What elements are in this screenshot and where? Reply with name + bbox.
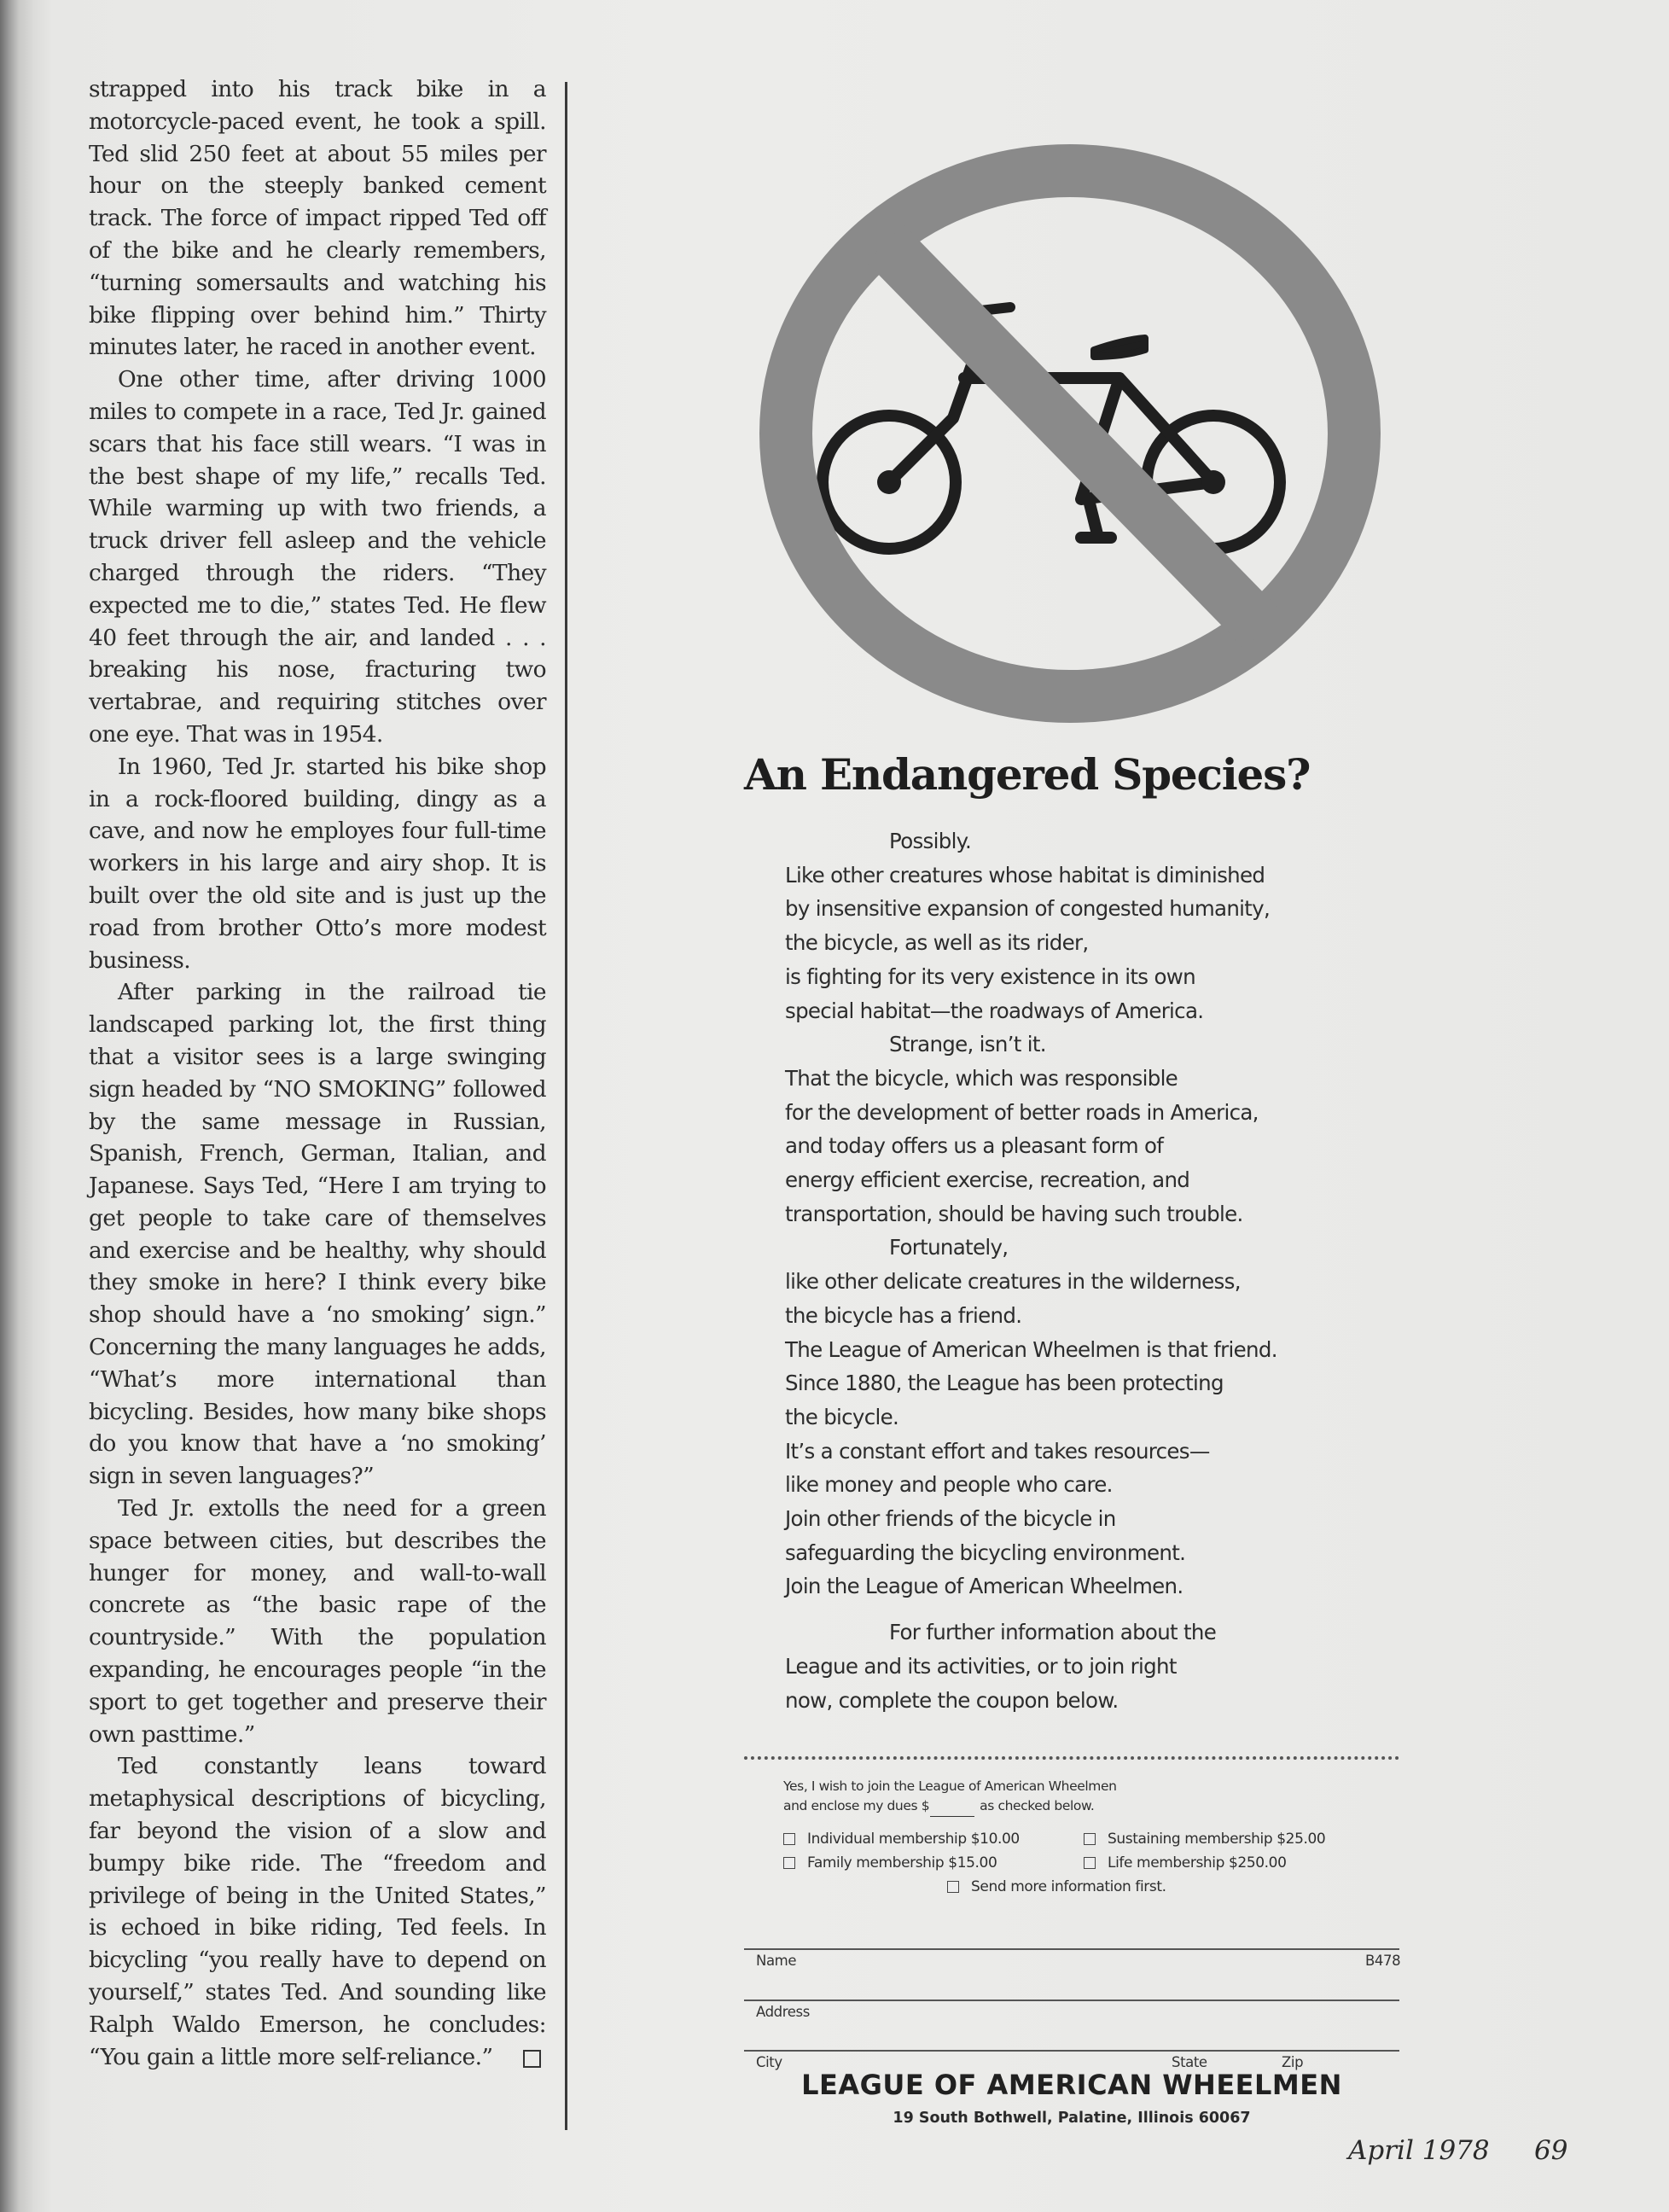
ad-copy-line: the bicycle has a friend. bbox=[785, 1302, 1022, 1328]
issue-date: April 1978 bbox=[1348, 2135, 1490, 2166]
name-field-label: Name bbox=[756, 1953, 797, 1969]
ad-copy-line: League and its activities, or to join right bbox=[785, 1653, 1177, 1679]
bicycle-hub-rear bbox=[1201, 470, 1225, 494]
ad-copy-line: That the bicycle, which was responsible bbox=[785, 1065, 1178, 1091]
ad-copy-line: now, complete the coupon below. bbox=[785, 1687, 1119, 1713]
ad-copy-line: and today offers us a pleasant form of bbox=[785, 1133, 1164, 1159]
checkbox-family[interactable] bbox=[783, 1857, 795, 1869]
coupon-cut-line bbox=[744, 1756, 1399, 1763]
ad-copy-line: like money and people who care. bbox=[785, 1472, 1113, 1498]
article-paragraph: Ted Jr. extolls the need for a green space between cities, but describes the hunger for money, and wall-to-wall concrete as “the basic rape of the countryside.” With the population expanding, he encourages people “in the sport to get together and preserve their own pasttime.” bbox=[89, 1495, 546, 1748]
no-bicycles-sign-illustration bbox=[744, 137, 1401, 734]
organization-name: LEAGUE OF AMERICAN WHEELMEN bbox=[801, 2069, 1342, 2101]
option-label: Sustaining membership $25.00 bbox=[1108, 1831, 1326, 1848]
coupon-intro-line: Yes, I wish to join the League of American Wheelmen bbox=[783, 1778, 1117, 1794]
ad-copy-line: Join other friends of the bicycle in bbox=[785, 1506, 1116, 1532]
article-paragraph: In 1960, Ted Jr. started his bike shop in a rock-floored building, dingy as a cave, and now he employes four full-time workers in his large and airy shop. It is built over the old site and is just up the road from brother Otto’s more modest business. bbox=[89, 753, 546, 974]
checkbox-individual[interactable] bbox=[783, 1833, 795, 1845]
ad-copy-line: like other delicate creatures in the wilderness, bbox=[785, 1269, 1241, 1295]
ad-copy-line: Possibly. bbox=[889, 829, 972, 853]
coupon-code: B478 bbox=[1365, 1953, 1401, 1969]
zip-field-label: Zip bbox=[1282, 2054, 1304, 2070]
article-paragraph: One other time, after driving 1000 miles to compete in a race, Ted Jr. gained scars that his face still wears. “I was in the best shape of my life,” recalls Ted. While warming up with two friends, a truck driver fell asleep and the vehicle charged through the riders. “They expected me to die,” states Ted. He flew 40 feet through the air, and landed . . . breaking his nose, fracturing two vertabrae, and requiring stitches over one eye. That was in 1954. bbox=[89, 366, 546, 748]
ad-copy-spacer bbox=[785, 1604, 1399, 1615]
address-input[interactable] bbox=[836, 2002, 1391, 2045]
dues-suffix: as checked below. bbox=[980, 1798, 1095, 1813]
coupon-intro bbox=[783, 1777, 1398, 1817]
ad-copy-line: by insensitive expansion of congested humanity, bbox=[785, 896, 1271, 922]
checkbox-life[interactable] bbox=[1084, 1857, 1096, 1869]
option-family-membership[interactable] bbox=[783, 1852, 1084, 1874]
ad-copy-line: for the development of better roads in America, bbox=[785, 1099, 1259, 1125]
state-field-label: State bbox=[1172, 2054, 1207, 2070]
city-field-rule bbox=[744, 2050, 1399, 2052]
checkbox-sustaining[interactable] bbox=[1084, 1833, 1096, 1845]
ad-copy-line: the bicycle. bbox=[785, 1404, 899, 1429]
article-paragraph-last bbox=[89, 1750, 546, 2073]
city-field-label: City bbox=[756, 2054, 782, 2070]
ad-copy-line: Like other creatures whose habitat is diminished bbox=[785, 862, 1265, 888]
option-send-information[interactable] bbox=[783, 1876, 1408, 1898]
page-number: 69 bbox=[1534, 2135, 1568, 2166]
address-field-rule bbox=[744, 2000, 1399, 2001]
ad-copy-line: energy efficient exercise, recreation, and bbox=[785, 1167, 1190, 1193]
bicycle-seat bbox=[1094, 338, 1145, 357]
name-input[interactable] bbox=[819, 1951, 1348, 1994]
article-paragraph-text: Ted constantly leans toward metaphysical descriptions of bicycling, far beyond the vision of a slow and bumpy bike ride. The “freedom and privilege of being in the United States,” is echoed in bike riding, Ted feels. In bicycling “you really have to depend on yourself,” states Ted. And sounding like Ralph Waldo Emerson, he concludes: “You gain a little more self-reliance.” bbox=[89, 1753, 546, 2070]
checkbox-send-info[interactable] bbox=[947, 1881, 959, 1893]
address-field-label: Address bbox=[756, 2004, 810, 2020]
option-label: Send more information first. bbox=[971, 1878, 1166, 1895]
ad-copy-line: transportation, should be having such trouble. bbox=[785, 1201, 1243, 1226]
ad-copy-line: Strange, isn’t it. bbox=[889, 1032, 1046, 1057]
ad-copy-line: For further information about the bbox=[889, 1620, 1217, 1645]
ad-copy-line: safeguarding the bicycling environment. bbox=[785, 1540, 1186, 1565]
option-label: Individual membership $10.00 bbox=[807, 1831, 1020, 1848]
ad-copy-line: The League of American Wheelmen is that friend. bbox=[785, 1336, 1277, 1362]
option-sustaining-membership[interactable] bbox=[1084, 1828, 1408, 1850]
option-life-membership[interactable] bbox=[1084, 1852, 1408, 1874]
organization-address: 19 South Bothwell, Palatine, Illinois 60067 bbox=[893, 2110, 1251, 2127]
bicycle-hub-front bbox=[877, 470, 901, 494]
option-label: Life membership $250.00 bbox=[1108, 1854, 1287, 1871]
article-column bbox=[89, 73, 546, 2073]
ad-copy-line: It’s a constant effort and takes resources— bbox=[785, 1438, 1210, 1464]
ad-copy-line: Since 1880, the League has been protecting bbox=[785, 1371, 1224, 1396]
dues-label: and enclose my dues $ bbox=[783, 1798, 930, 1813]
ad-copy-line: Join the League of American Wheelmen. bbox=[785, 1574, 1183, 1599]
column-divider bbox=[565, 82, 567, 2130]
ad-headline: An Endangered Species? bbox=[744, 749, 1311, 800]
ad-copy-line: is fighting for its very existence in its own bbox=[785, 963, 1195, 989]
option-individual-membership[interactable] bbox=[783, 1828, 1084, 1850]
ad-copy-line: Fortunately, bbox=[889, 1235, 1009, 1260]
dues-amount-field[interactable] bbox=[930, 1796, 974, 1817]
name-field-rule bbox=[744, 1948, 1399, 1950]
binding-shadow bbox=[0, 0, 51, 2212]
ad-body-copy bbox=[785, 824, 1399, 1717]
membership-coupon bbox=[783, 1777, 1398, 1898]
ad-copy-line: special habitat—the roadways of America. bbox=[785, 998, 1204, 1023]
membership-options bbox=[783, 1828, 1398, 1898]
option-label: Family membership $15.00 bbox=[807, 1854, 997, 1871]
article-paragraph: strapped into his track bike in a motorcycle-paced event, he took a spill. Ted slid 250 feet at about 55 miles per hour on the steeply banked cement track. The force of impact ripped Ted off of the bike and he clearly remembers, “turning somersaults and watching his bike flipping over behind him.” Thirty minutes later, he raced in another event. bbox=[89, 76, 546, 361]
ad-copy-line: the bicycle, as well as its rider, bbox=[785, 930, 1089, 956]
article-paragraph: After parking in the railroad tie landscaped parking lot, the first thing that a visitor sees is a large swinging sign headed by “NO SMOKING” followed by the same message in Russian, Spanish, French, German, Italian, and Japanese. Says Ted, “Here I am trying to get people to take care of themselves and exercise and be healthy, why should they smoke in here? I think every bike shop should have a ‘no smoking’ sign.” Concerning the many languages he adds, “What’s more international than bicycling. Besides, how many bike shops do you know that have a ‘no smoking’ sign in seven languages?” bbox=[89, 979, 546, 1490]
square-end-mark-icon bbox=[523, 2050, 541, 2068]
coupon-dues-line bbox=[783, 1796, 1398, 1817]
